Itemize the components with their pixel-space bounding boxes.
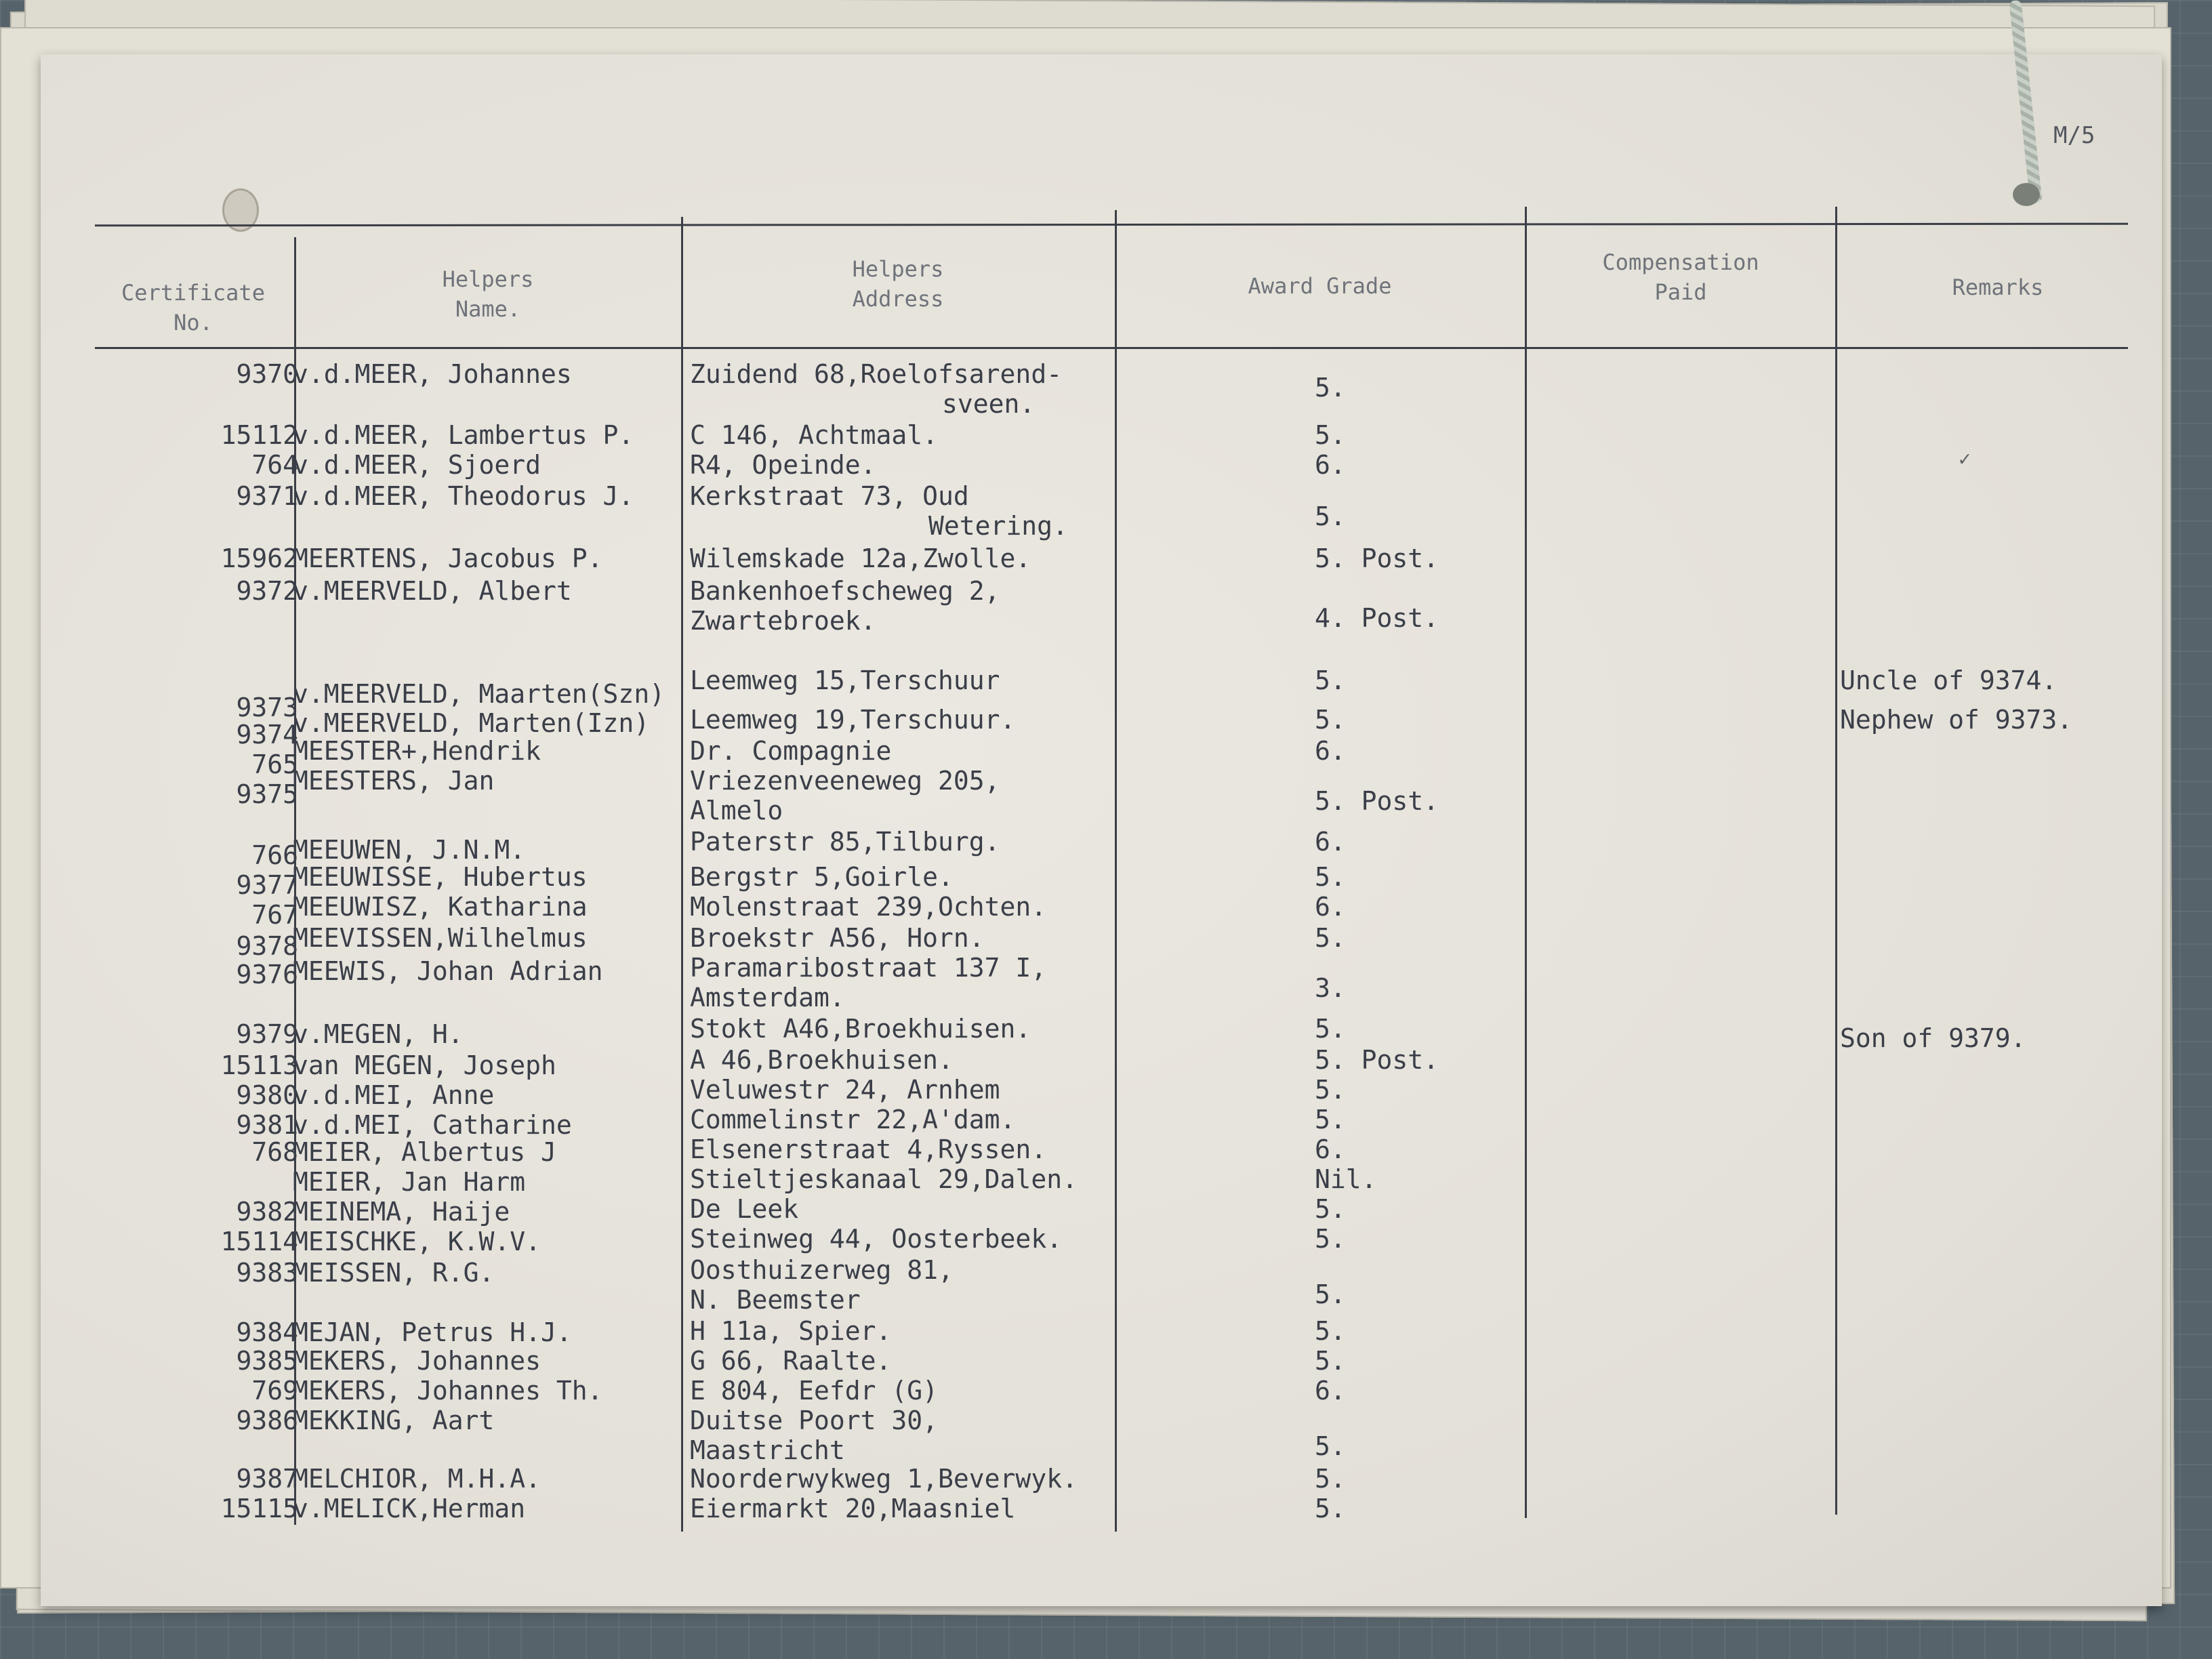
helper-address: Duitse Poort 30, xyxy=(690,1406,939,1435)
header-name-line: Helpers xyxy=(442,266,534,292)
award-grade: 5. Post. xyxy=(1315,544,1439,573)
certificate-number: 9382 xyxy=(236,1197,298,1227)
helper-name: MEEWIS, Johan Adrian xyxy=(293,956,603,986)
certificate-number: 9383 xyxy=(236,1258,298,1288)
helper-name: v.MEERVELD, Marten(Izn) xyxy=(293,708,650,738)
helper-address: Paramaribostraat 137 I, xyxy=(690,953,1047,983)
helper-name: MEKKING, Aart xyxy=(293,1406,495,1435)
certificate-number: 9377 xyxy=(236,870,298,900)
helper-address: Noorderwykweg 1,Beverwyk. xyxy=(690,1464,1078,1494)
award-grade: 5. xyxy=(1315,1464,1346,1494)
helper-address: Wilemskade 12a,Zwolle. xyxy=(690,544,1031,573)
register-card xyxy=(41,54,2162,1606)
header-name xyxy=(298,264,678,324)
page-id: M/5 xyxy=(2053,122,2095,149)
helper-name: v.d.MEER, Lambertus P. xyxy=(293,420,634,450)
award-grade: 5. xyxy=(1315,1014,1346,1044)
helper-name: MEKERS, Johannes xyxy=(293,1346,541,1376)
column-divider xyxy=(1525,207,1527,1518)
helper-address-continued: Wetering. xyxy=(928,511,1068,541)
certificate-number: 766 xyxy=(251,840,298,870)
remarks: Uncle of 9374. xyxy=(1840,665,2057,695)
helper-name: MELCHIOR, M.H.A. xyxy=(293,1464,541,1494)
award-grade: 5. xyxy=(1315,373,1346,403)
helper-address: Eiermarkt 20,Maasniel xyxy=(690,1494,1016,1523)
helper-address-continued: sveen. xyxy=(942,389,1036,419)
helper-address: Veluwestr 24, Arnhem xyxy=(690,1075,1000,1105)
award-grade: 3. xyxy=(1315,973,1346,1003)
helper-address: E 804, Eefdr (G) xyxy=(690,1376,939,1406)
helper-name: MEJAN, Petrus H.J. xyxy=(293,1317,572,1347)
award-grade: 5. xyxy=(1315,705,1346,735)
header-bottom-rule xyxy=(95,347,2128,349)
award-grade: 5. xyxy=(1315,665,1346,695)
helper-name: MEERTENS, Jacobus P. xyxy=(293,544,603,573)
award-grade: 6. xyxy=(1315,450,1346,480)
header-compensation xyxy=(1528,247,1833,307)
certificate-number: 15112 xyxy=(220,420,298,450)
helper-address: Leemweg 15,Terschuur xyxy=(690,665,1000,695)
helper-address: H 11a, Spier. xyxy=(690,1316,892,1346)
award-grade: 5. xyxy=(1315,862,1346,892)
helper-name: MEESTER+,Hendrik xyxy=(293,736,541,766)
helper-address-continued: Amsterdam. xyxy=(690,983,845,1012)
helper-address: Leemweg 19,Terschuur. xyxy=(690,705,1016,735)
helper-name: v.MEERVELD, Albert xyxy=(293,576,572,606)
header-award xyxy=(1118,271,1521,301)
certificate-number: 9374 xyxy=(236,720,298,750)
helper-name: MEEVISSEN,Wilhelmus xyxy=(293,923,588,953)
certificate-number: 9387 xyxy=(236,1464,298,1494)
certificate-number: 15115 xyxy=(220,1494,298,1523)
certificate-number: 9379 xyxy=(236,1019,298,1049)
header-address xyxy=(684,254,1111,314)
column-divider xyxy=(1835,207,1837,1515)
certificate-number: 764 xyxy=(251,450,298,480)
header-certificate xyxy=(95,278,291,337)
award-grade: 5. xyxy=(1315,1194,1346,1224)
award-grade: 6. xyxy=(1315,736,1346,766)
award-grade: 6. xyxy=(1315,892,1346,922)
helper-name: MEESTERS, Jan xyxy=(293,766,495,796)
award-grade: 5. xyxy=(1315,923,1346,953)
certificate-number: 9370 xyxy=(236,359,298,389)
certificate-number: 767 xyxy=(251,900,298,930)
helper-address: Bankenhoefscheweg 2, xyxy=(690,576,1000,606)
header-remarks xyxy=(1839,272,2157,302)
header-certificate-line: No. xyxy=(173,310,213,335)
helper-name: v.d.MEER, Sjoerd xyxy=(293,450,541,480)
helper-address: Vriezenveeneweg 205, xyxy=(690,766,1000,796)
helper-name: MEEUWISSE, Hubertus xyxy=(293,862,588,892)
helper-name: MEEUWEN, J.N.M. xyxy=(293,835,526,865)
helper-address: Stieltjeskanaal 29,Dalen. xyxy=(690,1164,1078,1194)
certificate-number: 9386 xyxy=(236,1406,298,1435)
certificate-number: 765 xyxy=(251,750,298,779)
pencil-tick-mark: ✓ xyxy=(1959,447,1971,471)
certificate-number: 768 xyxy=(251,1137,298,1167)
certificate-number: 9372 xyxy=(236,576,298,606)
helper-name: MEEUWISZ, Katharina xyxy=(293,892,588,922)
helper-address-continued: Maastricht xyxy=(690,1435,845,1465)
award-grade: 5. xyxy=(1315,1105,1346,1134)
certificate-number: 9380 xyxy=(236,1080,298,1110)
certificate-number: 9373 xyxy=(236,693,298,722)
column-divider xyxy=(681,217,683,1532)
header-compensation-line: Compensation xyxy=(1602,249,1759,275)
award-grade: 5. xyxy=(1315,1346,1346,1376)
award-grade: 5. Post. xyxy=(1315,1045,1439,1075)
award-grade: 5. xyxy=(1315,1075,1346,1105)
binding-knot xyxy=(2013,183,2040,206)
remarks: Son of 9379. xyxy=(1840,1023,2026,1053)
helper-address-continued: N. Beemster xyxy=(690,1285,861,1315)
award-grade: 5. xyxy=(1315,501,1346,531)
helper-address-continued: Zwartebroek. xyxy=(690,606,876,636)
certificate-number: 9376 xyxy=(236,960,298,989)
header-name-line: Name. xyxy=(455,296,521,322)
helper-name: van MEGEN, Joseph xyxy=(293,1050,556,1080)
helper-address: R4, Opeinde. xyxy=(690,450,876,480)
award-grade: 4. Post. xyxy=(1315,603,1439,633)
award-grade: 6. xyxy=(1315,827,1346,857)
award-grade: 5. xyxy=(1315,1494,1346,1523)
helper-address: Bergstr 5,Goirle. xyxy=(690,862,954,892)
helper-address: Elsenerstraat 4,Ryssen. xyxy=(690,1134,1047,1164)
header-compensation-line: Paid xyxy=(1654,279,1707,305)
award-grade: 5. xyxy=(1315,1316,1346,1346)
certificate-number: 9371 xyxy=(236,481,298,511)
helper-name: v.MEERVELD, Maarten(Szn) xyxy=(293,679,665,709)
certificate-number: 9378 xyxy=(236,931,298,961)
header-remarks-line: Remarks xyxy=(1952,274,2044,300)
helper-name: v.MELICK,Herman xyxy=(293,1494,526,1523)
helper-name: MEISCHKE, K.W.V. xyxy=(293,1227,541,1256)
helper-address: Paterstr 85,Tilburg. xyxy=(690,827,1000,857)
helper-address: A 46,Broekhuisen. xyxy=(690,1045,954,1075)
header-top-rule xyxy=(95,223,2128,227)
helper-address: Zuidend 68,Roelofsarend- xyxy=(690,359,1063,389)
certificate-number: 15962 xyxy=(220,544,298,573)
helper-address: Oosthuizerweg 81, xyxy=(690,1255,954,1285)
certificate-number: 9381 xyxy=(236,1110,298,1140)
remarks: Nephew of 9373. xyxy=(1840,705,2073,735)
header-address-line: Address xyxy=(852,286,944,312)
header-address-line: Helpers xyxy=(852,256,944,282)
helper-address: G 66, Raalte. xyxy=(690,1346,892,1376)
award-grade: 5. xyxy=(1315,1224,1346,1254)
certificate-number: 769 xyxy=(251,1376,298,1406)
award-grade: 6. xyxy=(1315,1134,1346,1164)
certificate-number: 15114 xyxy=(220,1227,298,1256)
helper-name: v.d.MEER, Johannes xyxy=(293,359,572,389)
certificate-number: 15113 xyxy=(220,1050,298,1080)
award-grade: 6. xyxy=(1315,1376,1346,1406)
helper-address: C 146, Achtmaal. xyxy=(690,420,939,450)
helper-name: MEIER, Albertus J xyxy=(293,1137,556,1167)
helper-name: MEIER, Jan Harm xyxy=(293,1167,526,1197)
award-grade: 5. xyxy=(1315,1279,1346,1309)
helper-address: Commelinstr 22,A'dam. xyxy=(690,1105,1016,1134)
award-grade: Nil. xyxy=(1315,1164,1377,1194)
helper-name: v.d.MEI, Anne xyxy=(293,1080,495,1110)
helper-address-continued: Almelo xyxy=(690,796,783,825)
helper-address: Dr. Compagnie xyxy=(690,736,892,766)
award-grade: 5. Post. xyxy=(1315,786,1439,816)
helper-address: Kerkstraat 73, Oud xyxy=(690,481,969,511)
header-award-line: Award Grade xyxy=(1248,273,1392,299)
certificate-number: 9385 xyxy=(236,1346,298,1376)
helper-name: MEINEMA, Haije xyxy=(293,1197,510,1227)
award-grade: 5. xyxy=(1315,420,1346,450)
helper-name: v.d.MEI, Catharine xyxy=(293,1110,572,1140)
helper-name: v.MEGEN, H. xyxy=(293,1019,464,1049)
helper-name: MEISSEN, R.G. xyxy=(293,1258,495,1288)
helper-address: De Leek xyxy=(690,1194,799,1224)
award-grade: 5. xyxy=(1315,1431,1346,1461)
helper-address: Steinweg 44, Oosterbeek. xyxy=(690,1224,1063,1254)
helper-name: v.d.MEER, Theodorus J. xyxy=(293,481,634,511)
certificate-number: 9384 xyxy=(236,1317,298,1347)
column-divider xyxy=(1115,210,1117,1532)
header-certificate-line: Certificate xyxy=(121,280,265,306)
certificate-number: 9375 xyxy=(236,779,298,809)
helper-address: Stokt A46,Broekhuisen. xyxy=(690,1014,1031,1044)
helper-name: MEKERS, Johannes Th. xyxy=(293,1376,603,1406)
helper-address: Broekstr A56, Horn. xyxy=(690,923,985,953)
helper-address: Molenstraat 239,Ochten. xyxy=(690,892,1047,922)
